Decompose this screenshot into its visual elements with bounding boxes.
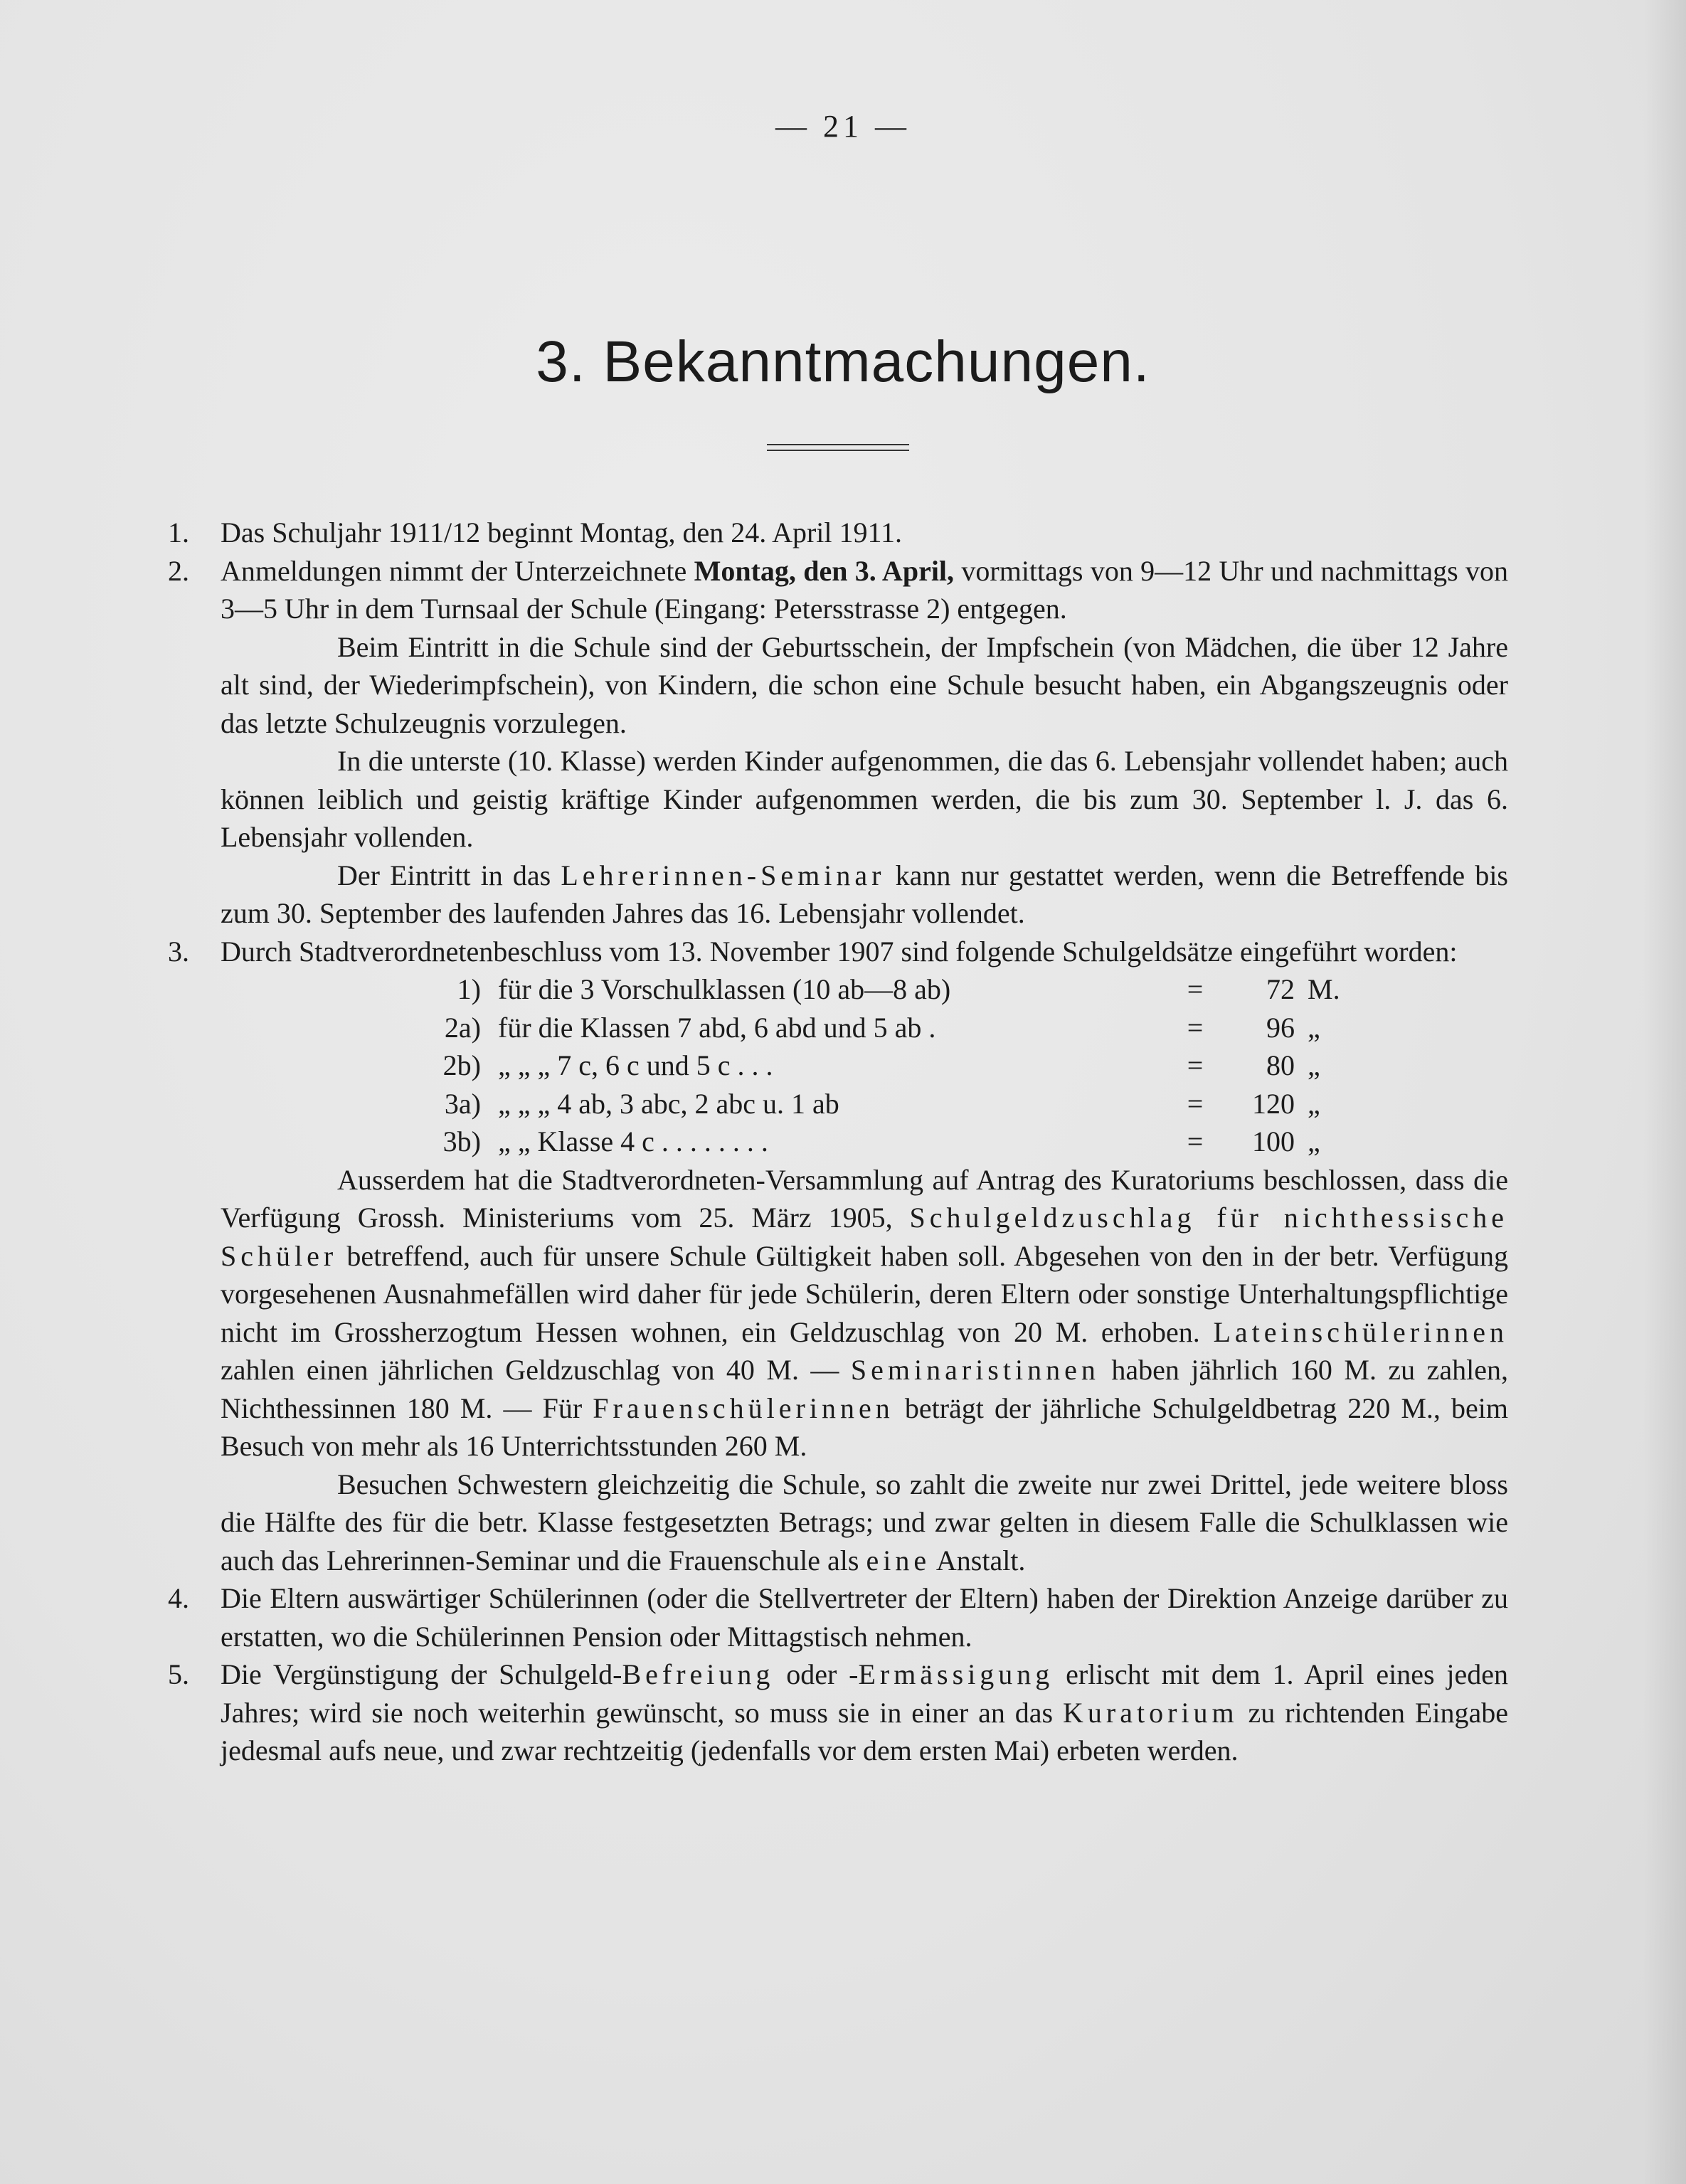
fee-description: „ „ „ 7 c, 6 c und 5 c . . . [498,1049,773,1081]
fee-equals: = [1187,1049,1204,1081]
fee-amount: 72 [1266,973,1295,1005]
fee-table [403,970,1350,1161]
paragraph-text: Besuchen Schwestern gleichzeitig die Schule, so zahlt die zweite nur zwei Drittel, jede weitere bloss die Hälfte des für die betr. Klasse festgesetzten Betrags; und zwar gelten in diesem Falle die Schulklassen wie auch das Lehrerinnen-Seminar und die Frauenschule als [221,1468,1508,1576]
paragraph-text: betreffend, auch für unsere Schule Gültigkeit haben soll. Abgesehen von den in der betr. Verfügung vorgesehenen Ausnahmefällen wird daher für jede Schülerin, deren Eltern oder sonstige Unterhaltungspflichtige nicht im Grossherzogtum Hessen wohnen, ein Geldzuschlag von 20 M. erhoben. [221,1239,1508,1348]
table-row [403,970,1350,1009]
list-item-2 [168,552,1508,628]
fee-unit: „ [1308,1011,1320,1044]
fee-description: „ „ „ 4 ab, 3 abc, 2 abc u. 1 ab [498,1087,839,1120]
page-number: — 21 — [775,109,911,144]
fee-unit: „ [1308,1087,1320,1120]
spaced-text: Frauenschülerinnen [593,1391,894,1424]
paragraph [168,1161,1508,1465]
table-row [403,1046,1350,1085]
list-item-3 [168,933,1508,971]
spaced-text: Kuratorium [1063,1696,1239,1729]
spaced-text: eine [866,1544,931,1576]
paragraph-text: zahlen einen jährlichen Geldzuschlag von 40 M. — [221,1354,851,1386]
spaced-text: Lateinschülerinnen [1213,1315,1508,1348]
spaced-text: Schulgeldzuschlag für nichthessische Schüler [221,1202,1508,1272]
title-divider [767,444,909,451]
fee-amount: 80 [1266,1049,1295,1081]
paragraph-text: haben jährlich 160 M. zu zahlen, Nichthessinnen 180 M. — Für [221,1354,1509,1424]
item-text: Die Eltern auswärtiger Schülerinnen (oder die Stellvertreter der Eltern) haben der Direktion Anzeige darüber zu erstatten, wo die Schülerinnen Pension oder Mittagstisch nehmen. [221,1582,1508,1653]
paragraph-text: kann nur gestattet werden, wenn die Betreffende bis zum 30. September des laufenden Jahres das 16. Lebensjahr vollendet. [221,859,1509,929]
item-number: 5. [168,1658,189,1690]
item-text: zu richtenden Eingabe jedesmal aufs neue, und zwar rechtzeitig (jedenfalls vor dem ersten Mai) erbeten werden. [221,1696,1508,1766]
fee-amount: 96 [1266,1011,1295,1044]
fee-equals: = [1187,1087,1204,1120]
section-title: 3. Bekanntmachungen. [536,329,1150,394]
fee-label: 2b) [442,1049,481,1081]
item-text: Anmeldungen nimmt der Unterzeichnete [221,554,694,587]
table-row [403,1009,1350,1047]
item-text: erlischt mit dem 1. April eines jeden Jahres; wird sie noch weiterhin gewünscht, so muss sie in einer an das [221,1658,1508,1729]
fee-unit: „ [1308,1049,1320,1081]
fee-unit: „ [1308,1125,1320,1157]
spaced-text: Ermässigung [858,1658,1054,1690]
list-item-1 [168,514,1508,552]
item-number: 1. [168,516,189,548]
item-text: vormittags von 9—12 Uhr und nachmittags von 3—5 Uhr in dem Turnsaal der Schule (Eingang: Petersstrasse 2) entgegen. [221,554,1508,625]
paragraph-text: beträgt der jährliche Schulgeldbetrag 220 M., beim Besuch von mehr als 16 Unterrichtsstunden 260 M. [221,1391,1508,1462]
fee-description: „ „ Klasse 4 c . . . . . . . . [498,1125,768,1157]
fee-amount: 120 [1252,1087,1295,1120]
item-text: Die Vergünstigung der Schulgeld- [221,1658,622,1690]
table-row [403,1123,1350,1161]
fee-equals: = [1187,1011,1204,1044]
paragraph: Beim Eintritt in die Schule sind der Geburtsschein, der Impfschein (von Mädchen, die über 12 Jahre alt sind, der Wiederimpfschein), von Kindern, die schon eine Schule besucht haben, ein Abgangszeugnis oder das letzte Schulzeugnis vorzulegen. [221,630,1508,739]
list-item-4 [168,1579,1508,1655]
fee-label: 1) [457,973,481,1005]
list-item-5 [168,1655,1508,1770]
paragraph-text: Der Eintritt in das [337,859,561,891]
item-text: Das Schuljahr 1911/12 beginnt Montag, den 24. April 1911. [221,516,903,548]
item-text-bold: Montag, den 3. April, [694,554,955,587]
fee-equals: = [1187,1125,1204,1157]
item-number: 2. [168,554,189,587]
item-number: 3. [168,935,189,968]
paragraph: In die unterste (10. Klasse) werden Kinder aufgenommen, die das 6. Lebensjahr vollendet haben; auch können leiblich und geistig kräftige Kinder aufgenommen werden, die bis zum 30. September l. J. das 6. Lebensjahr vollenden. [221,745,1508,853]
item-text: Durch Stadtverordnetenbeschluss vom 13. November 1907 sind folgende Schulgeldsätze eingeführt worden: [221,935,1458,968]
fee-description: für die 3 Vorschulklassen (10 ab—8 ab) [498,973,951,1005]
fee-description: für die Klassen 7 abd, 6 abd und 5 ab . [498,1011,936,1044]
item-text: oder - [774,1658,859,1690]
fee-amount: 100 [1252,1125,1295,1157]
paragraph [168,1465,1508,1580]
announcement-body [168,514,1508,1770]
paragraph-text: Ausserdem hat die Stadtverordneten-Versammlung auf Antrag des Kuratoriums beschlossen, dass die Verfügung Grossh. Ministeriums vom 25. März 1905, [221,1163,1508,1234]
page-edge-shadow [1643,0,1686,2184]
paragraph-text: Anstalt. [931,1544,1026,1576]
item-number: 4. [168,1582,189,1614]
fee-label: 3b) [442,1125,481,1157]
fee-label: 3a) [444,1087,481,1120]
fee-equals: = [1187,973,1204,1005]
fee-label: 2a) [444,1011,481,1044]
table-row [403,1085,1350,1123]
spaced-text: Lehrerinnen-Seminar [561,859,886,891]
spaced-text: Befreiung [622,1658,775,1690]
fee-unit: M. [1308,973,1340,1005]
spaced-text: Seminaristinnen [850,1354,1100,1386]
paragraph [168,857,1508,933]
